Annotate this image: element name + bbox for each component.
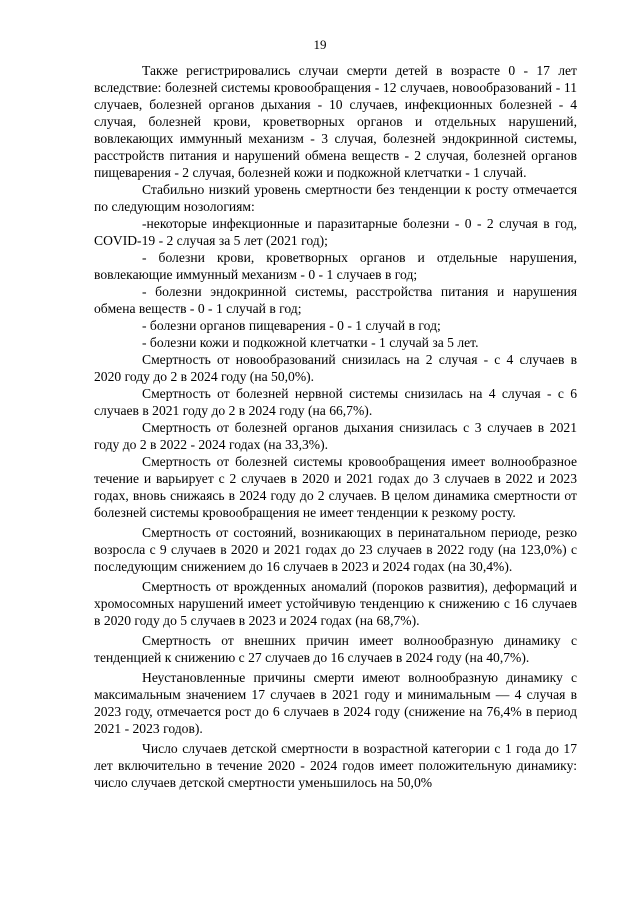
paragraph-neoplasms: Смертность от новообразований снизилась на 2 случая - с 4 случаев в 2020 году до 2 в 2024 году (на 50,0%). — [94, 352, 577, 384]
list-item-infectious-diseases: -некоторые инфекционные и паразитарные болезни - 0 - 2 случая в год, COVID-19 - 2 случая за 5 лет (2021 год); — [94, 216, 577, 248]
list-item-digestive-diseases: - болезни органов пищеварения - 0 - 1 случай в год; — [142, 318, 441, 333]
paragraph-nervous-system: Смертность от болезней нервной системы снизилась на 4 случая - с 6 случаев в 2021 году до 2 в 2024 году (на 66,7%). — [94, 386, 577, 418]
paragraph-unknown-causes: Неустановленные причины смерти имеют волнообразную динамику с максимальным значением 17 случаев в 2021 году и минимальным — 4 случая в 2023 году, отмечается рост до 6 случаев в 2024 году (снижение на 76,4% в период 2021 - 2023 годов). — [94, 670, 577, 736]
paragraph-congenital-anomalies: Смертность от врожденных аномалий (пороков развития), деформаций и хромосомных нарушений имеет устойчивую тенденцию к снижению с 16 случаев в 2020 году до 5 случаев в 2023 и 2024 годах (на 68,7%). — [94, 579, 577, 628]
list-item-blood-diseases: - болезни крови, кроветворных органов и отдельные нарушения, вовлекающие иммунный механизм - 0 - 1 случаев в год; — [94, 250, 577, 282]
paragraph-circulatory: Смертность от болезней системы кровообращения имеет волнообразное течение и варьирует с 2 случаев в 2020 и 2021 годах до 3 случаев в 2022 и 2023 годах, вновь снижаясь в 2024 году до 2 случаев. В целом динамика смертности от болезней системы кровообращения не имеет тенденции к резкому росту. — [94, 454, 577, 520]
paragraph-child-deaths-causes: Также регистрировались случаи смерти детей в возрасте 0 - 17 лет вследствие: болезней системы кровообращения - 12 случаев, новообразований - 11 случаев, болезней органов дыхания - 10 случаев, инфекционных болезней - 4 случая, болезней крови, кроветворных органов и отдельных нарушений, вовлекающих иммунный механизм - 3 случая, болезней эндокринной системы, расстройств питания и нарушений обмена веществ - 2 случая, болезней органов пищеварения - 2 случая, болезней кожи и подкожной клетчатки - 1 случай. — [94, 63, 577, 180]
paragraph-stable-low-mortality: Стабильно низкий уровень смертности без тенденции к росту отмечается по следующим нозологиям: — [94, 182, 577, 214]
page-number: 19 — [313, 37, 327, 52]
document-body — [94, 62, 577, 791]
paragraph-respiratory: Смертность от болезней органов дыхания снизилась с 3 случаев в 2021 году до 2 в 2022 - 2024 годах (на 33,3%). — [94, 420, 577, 452]
list-item-endocrine-diseases: - болезни эндокринной системы, расстройства питания и нарушения обмена веществ - 0 - 1 случай в год; — [94, 284, 577, 316]
list-item-skin-diseases: - болезни кожи и подкожной клетчатки - 1 случай за 5 лет. — [142, 335, 479, 350]
paragraph-external-causes: Смертность от внешних причин имеет волнообразную динамику с тенденцией к снижению с 27 случаев до 16 случаев в 2024 году (на 40,7%). — [94, 633, 577, 665]
paragraph-age-group-summary: Число случаев детской смертности в возрастной категории с 1 года до 17 лет включительно в течение 2020 - 2024 годов имеет положительную динамику: число случаев детской смертности уменьшилось на 50,0% — [94, 741, 577, 790]
paragraph-perinatal: Смертность от состояний, возникающих в перинатальном периоде, резко возросла с 9 случаев в 2020 и 2021 годах до 23 случаев в 2022 году (на 123,0%) с последующим снижением до 16 случаев в 2023 и 2024 годах (на 30,4%). — [94, 525, 577, 574]
